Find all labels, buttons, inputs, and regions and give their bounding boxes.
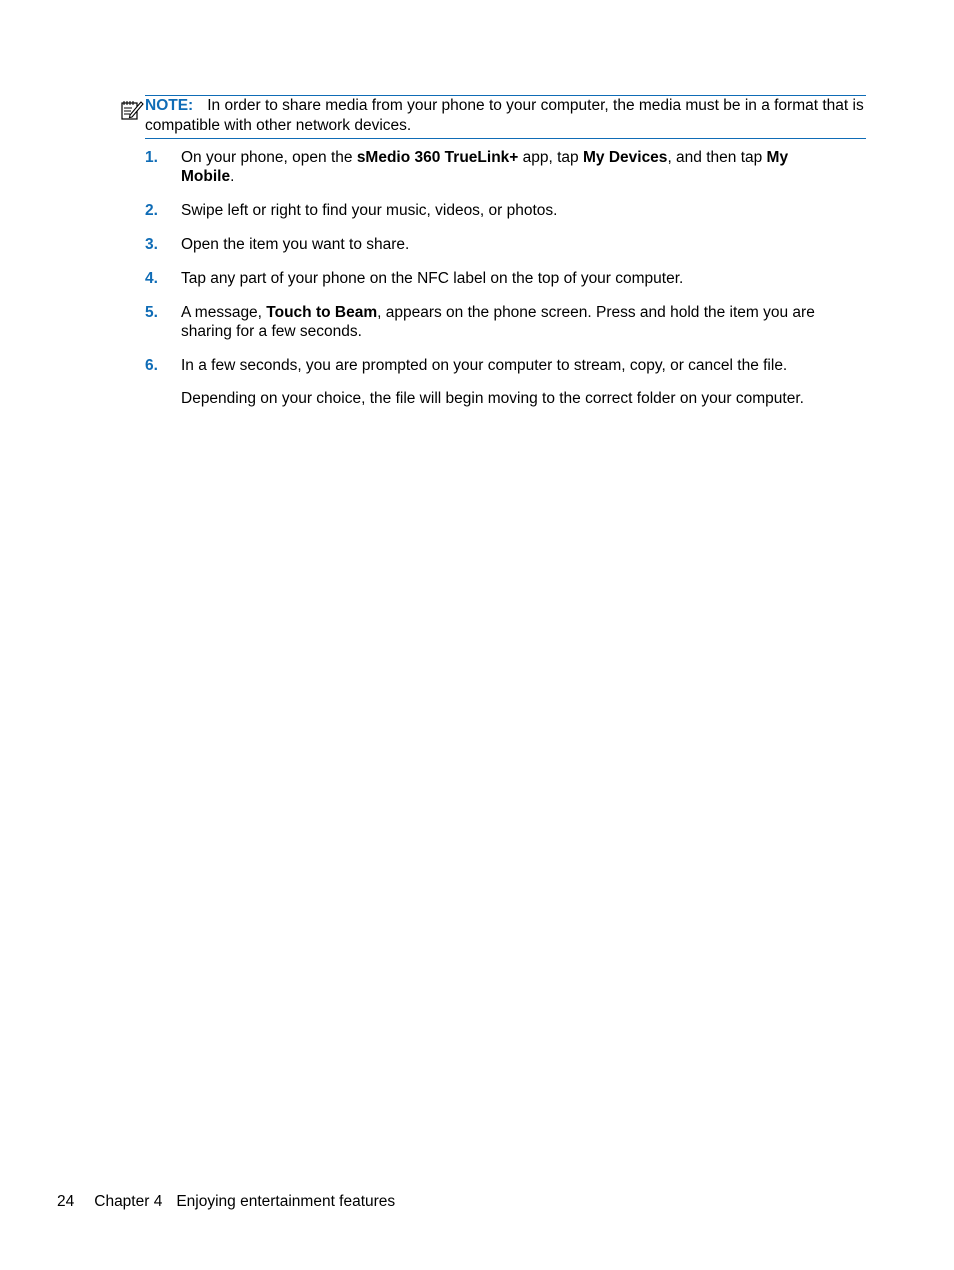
- step-text: Tap any part of your phone on the NFC label on the top of your computer.: [181, 270, 684, 287]
- page-number: 24: [57, 1193, 75, 1210]
- page-footer: [57, 1192, 415, 1212]
- step-text: A message,: [181, 304, 267, 321]
- step-item-5: [145, 303, 845, 341]
- step-item-6: [145, 356, 845, 375]
- chapter-title: Enjoying entertainment features: [176, 1193, 396, 1210]
- step-text: .: [230, 168, 235, 185]
- step-text: Swipe left or right to find your music, videos, or photos.: [181, 202, 558, 219]
- menu-my-mobile: My Mobile: [181, 149, 789, 185]
- step-followup-paragraph: Depending on your choice, the file will begin moving to the correct folder on your computer.: [181, 390, 804, 407]
- step-item-1: [145, 148, 845, 186]
- step-text: app, tap: [518, 149, 583, 166]
- step-item-4: [145, 269, 845, 288]
- step-item-2: [145, 201, 845, 220]
- note-label: NOTE:: [145, 97, 194, 114]
- step-text: On your phone, open the: [181, 149, 357, 166]
- step-number: 3.: [145, 236, 158, 253]
- note-icon: [120, 97, 144, 121]
- step-number: 2.: [145, 202, 158, 219]
- note-box: [145, 95, 866, 139]
- menu-my-devices: My Devices: [582, 149, 668, 166]
- step-text: , and then tap: [667, 149, 767, 166]
- step-number: 6.: [145, 357, 158, 374]
- app-name: sMedio 360 TrueLink+: [356, 149, 519, 166]
- note-text: In order to share media from your phone to your computer, the media must be in a format that is compatible with other network devices.: [145, 97, 864, 134]
- step-text: , appears on the phone screen. Press and hold the item you are sharing for a few seconds.: [181, 304, 815, 340]
- step-text: Open the item you want to share.: [181, 236, 410, 253]
- step-number: 5.: [145, 304, 158, 321]
- step-number: 1.: [145, 149, 158, 166]
- steps-list: [145, 148, 845, 408]
- step-text: In a few seconds, you are prompted on your computer to stream, copy, or cancel the file.: [181, 357, 788, 374]
- step-number: 4.: [145, 270, 158, 287]
- message-name: Touch to Beam: [266, 304, 378, 321]
- chapter-label: Chapter 4: [94, 1193, 163, 1210]
- step-item-3: [145, 235, 845, 254]
